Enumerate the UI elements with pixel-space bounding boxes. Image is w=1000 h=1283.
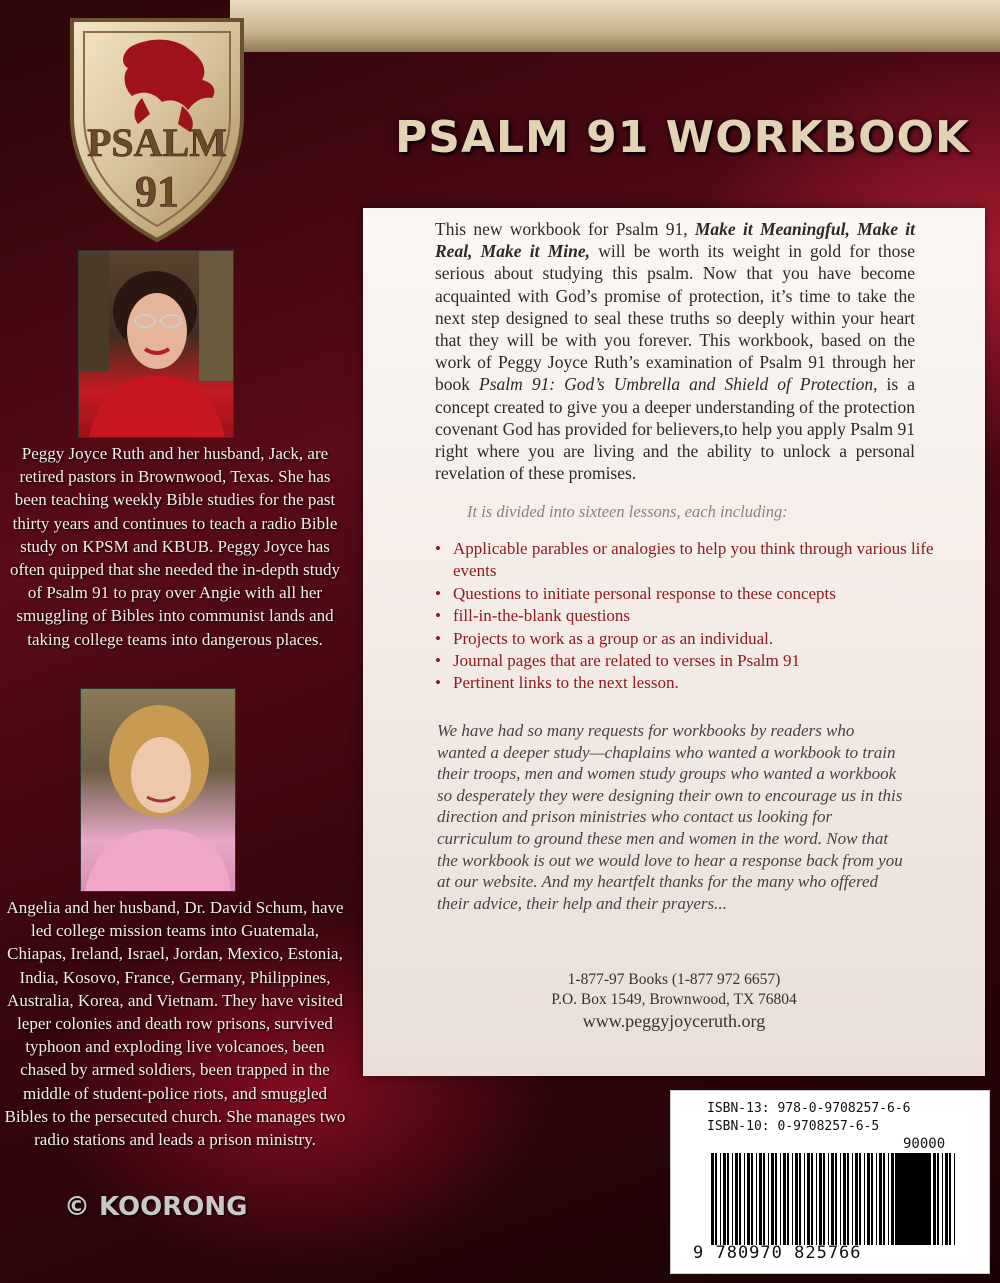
feature-item: • fill-in-the-blank questions (435, 605, 935, 627)
isbn-barcode-box (670, 1090, 990, 1274)
contact-phone: 1-877-97 Books (1-877 972 6657) (567, 971, 781, 988)
feature-item: • Pertinent links to the next lesson. (435, 672, 935, 694)
description-text: This new workbook for Psalm 91, (435, 219, 695, 239)
author-photo-peggy (78, 250, 234, 438)
portrait-illustration (79, 251, 233, 437)
contact-info (363, 970, 985, 1032)
feature-list (435, 538, 935, 695)
feature-item: • Projects to work as a group or as an individual. (435, 628, 935, 650)
isbn-10: ISBN-10: 0-9708257-6-5 (707, 1119, 880, 1134)
barcode-digits: 9 780970 825766 (693, 1243, 862, 1263)
description-text: will be worth its weight in gold for those serious about studying this psalm. Now that you have become acquainted with God’s promise of protection, it’s time to take the next step designed to seal these truths so deeply within your heart that they will be with you forever. This workbook, based on the work of Peggy Joyce Ruth’s examination of Psalm 91 through her book (435, 241, 915, 395)
contact-website: www.peggyjoyceruth.org (582, 1011, 766, 1031)
feature-item: • Journal pages that are related to verses in Psalm 91 (435, 650, 935, 672)
description-book-title: Psalm 91: God’s Umbrella and Shield of Protection (479, 374, 874, 395)
description-panel (363, 208, 985, 1076)
author-bio-angelia: Angelia and her husband, Dr. David Schum, have led college mission teams into Guatemala, Chiapas, Ireland, Israel, Jordan, Mexico, Estonia, India, Kosovo, France, Germany, Philippines, Australia, Korea, and Vietnam. They have visited leper colonies and death row prisons, survived typhoon and exploding live volcanoes, been chased by armed soldiers, been trapped in the middle of student-police riots, and smuggled Bibles to the persecuted church. She manages two radio stations and leads a prison ministry. (4, 898, 346, 1150)
isbn-13: ISBN-13: 978-0-9708257-6-6 (707, 1101, 911, 1116)
logo-91-text: 91 (135, 167, 179, 216)
gold-header-band (230, 0, 1000, 52)
addon-barcode-icon (897, 1153, 957, 1245)
book-title: PSALM 91 WORKBOOK (395, 112, 971, 163)
feature-item: • Questions to initiate personal response to these concepts (435, 583, 935, 605)
author-bio-peggy: Peggy Joyce Ruth and her husband, Jack, are retired pastors in Brownwood, Texas. She has been teaching weekly Bible studies for the past thirty years and continues to teach a radio Bible study on KPSM and KBUB. Peggy Joyce has often quipped that she needed the in-depth study of Psalm 91 to pray over Angie with all her smuggling of Bibles into communist lands and taking college teams into dangerous places. (10, 444, 340, 649)
psalm91-shield-logo (62, 6, 252, 246)
price-code: 90000 (903, 1136, 946, 1152)
description-emphasis: Make it Meaningful, Make it Real, Make it Mine, (435, 219, 915, 262)
closing-message: We have had so many requests for workbooks by readers who wanted a deeper study—chaplains who wanted a workbook to train their troops, men and women study groups who wanted a workbook so desperately they were designing their own to encourage us in this direction and prison ministries who contact us looking for curriculum to ground these men and women in the word. Now that the workbook is out we would love to hear a response back from you at our website. And my heartfelt thanks for the many who offered their advice, their help and their prayers... (437, 721, 903, 913)
lessons-intro: It is divided into sixteen lessons, each including: (467, 502, 788, 521)
book-description (435, 218, 915, 484)
feature-item: • Applicable parables or analogies to help you think through various life events (435, 538, 935, 583)
portrait-illustration (81, 689, 235, 891)
description-text: , is a concept created to give you a deeper understanding of the protection covenant God has provided for believers,to help you apply Psalm 91 right where you are living and the ability to unlock a personal revelation of these promises. (435, 374, 915, 484)
koorong-watermark: © KOORONG (64, 1192, 248, 1222)
logo-psalm-text: PSALM (87, 120, 227, 165)
contact-address: P.O. Box 1549, Brownwood, TX 76804 (551, 991, 797, 1008)
author-photo-angelia (80, 688, 236, 892)
